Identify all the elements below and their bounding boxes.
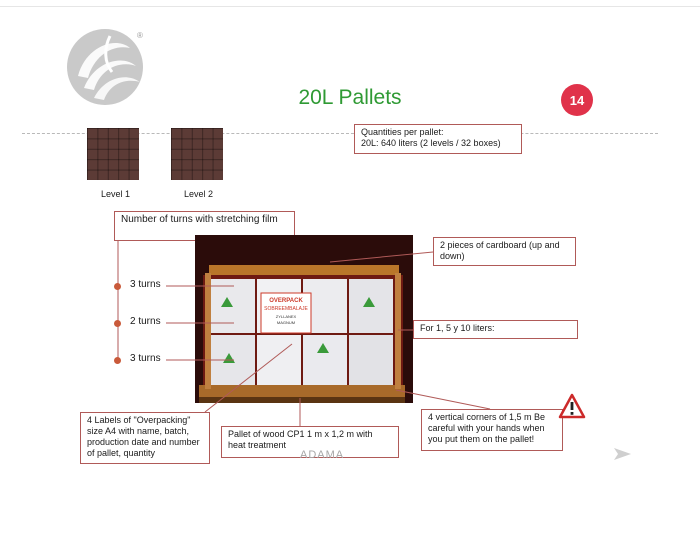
photo-label-line-2: SOBREEMBALAJE (264, 306, 308, 312)
corners-callout: 4 vertical corners of 1,5 m Be careful with your hands when you put them on the pallet! (421, 409, 563, 451)
next-arrow-icon[interactable] (612, 447, 632, 461)
level-2-label: Level 2 (184, 189, 214, 199)
photo-label-line-3: ZYLLANEX (275, 314, 297, 319)
page-title: 20L Pallets (298, 86, 402, 109)
registered-mark: ® (137, 31, 143, 40)
labels-callout: 4 Labels of "Overpacking" size A4 with name, batch, production date and number of pallet, quantity (80, 412, 210, 464)
turn-bullet-2 (114, 320, 121, 327)
turn-label-3: 3 turns (130, 353, 161, 364)
level-1-label: Level 1 (101, 189, 131, 199)
adama-watermark: ADAMA (300, 449, 345, 461)
warning-icon (558, 393, 586, 419)
liters-callout: For 1, 5 y 10 liters: (413, 320, 578, 339)
stretch-film-callout: Number of turns with stretching film (114, 211, 295, 241)
cardboard-callout: 2 pieces of cardboard (up and down) (433, 237, 576, 266)
turn-bullet-1 (114, 283, 121, 290)
turn-bullet-3 (114, 357, 121, 364)
photo-label-line-1: OVERPACK (269, 298, 303, 304)
quantities-line-2: 20L: 640 liters (2 levels / 32 boxes) (361, 138, 501, 148)
page-number-badge: 14 (561, 84, 593, 116)
photo-label-line-4: MAGNUM (276, 320, 296, 325)
quantities-line-1: Quantities per pallet: (361, 127, 444, 137)
turn-label-1: 3 turns (130, 279, 161, 290)
wood-pallet-callout: Pallet of wood CP1 1 m x 1,2 m with heat treatment (221, 426, 399, 458)
turn-label-2: 2 turns (130, 316, 161, 327)
